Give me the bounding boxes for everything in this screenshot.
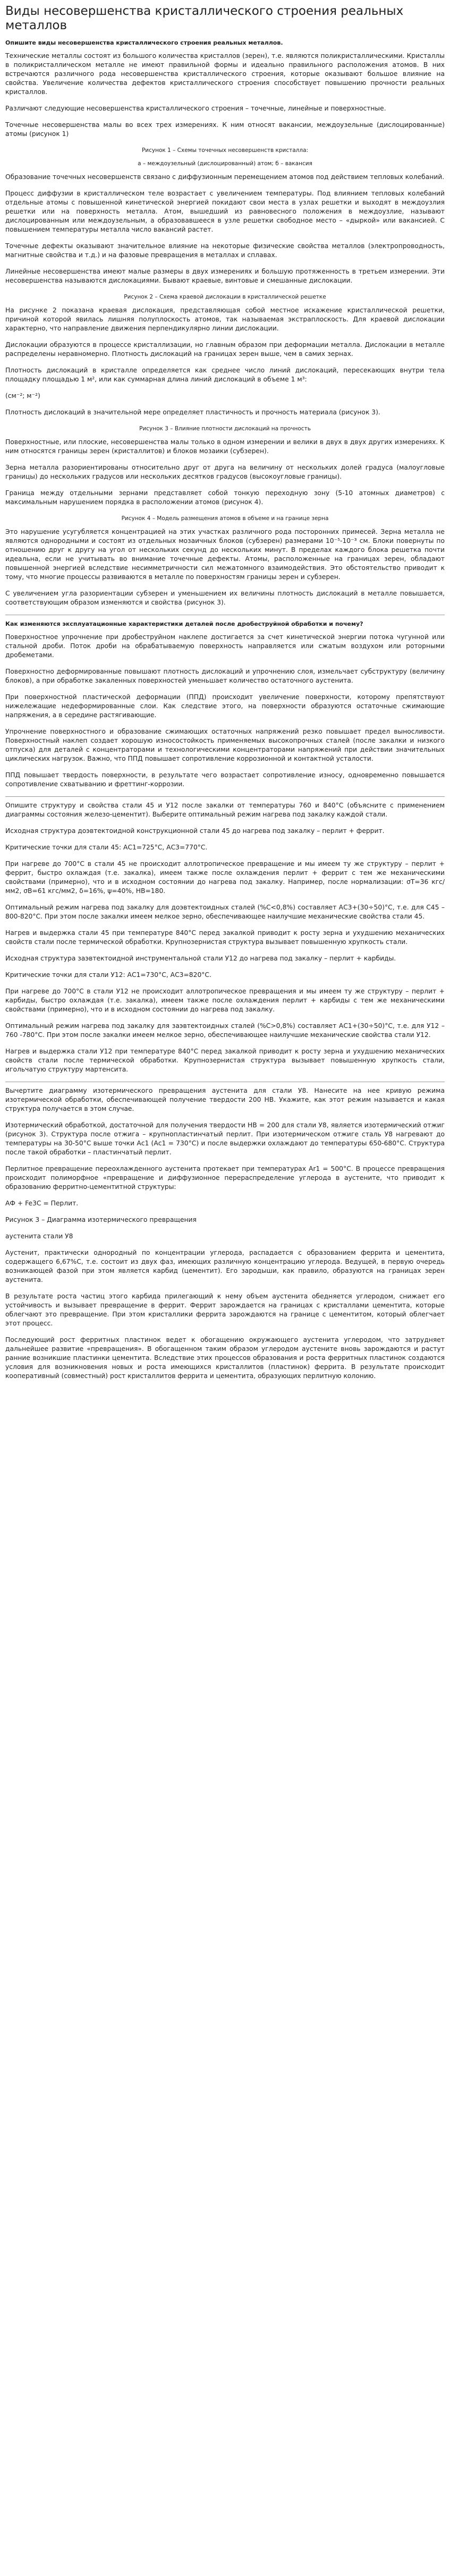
figure-5-subcaption: аустенита стали У8 — [5, 1232, 73, 1240]
paragraph: Различают следующие несовершенства кристаллического строения – точечные, линейные и поверхностные. — [5, 105, 386, 112]
paragraph: Нагрев и выдержка стали У12 при температуре 840°С перед закалкой приводит к росту зерна и ухудшению механических свойств стали после термической обработки. Крупнозернистая структура вызывает повышенную хрупкость стали, игольчатую структуру мартенсита. — [5, 1048, 445, 1073]
figure-2-caption: Рисунок 2 – Схема краевой дислокации в кристаллической решетке — [124, 294, 326, 300]
figure-4-caption: Рисунок 4 – Модель размещения атомов в объеме и на границе зерна — [121, 515, 329, 522]
paragraph: Упрочнение поверхностного и образование сжимающих остаточных напряжений резко повышает предел выносливости. Поверхностный наклеп создает хорошую износостойкость применяемых высокопрочных сталей (после закалки и низкого отпуска) для деталей с концентраторами и технологическими концентраторами напряжений при действии значительных циклических нагрузок. Важно, что ППД повышает сопротивление коррозионной и контактной усталости. — [5, 728, 445, 762]
paragraph: Исходная структура заэвтектоидной инструментальной стали У12 до нагрева под закалку – перлит + карбиды. — [5, 955, 396, 962]
paragraph: Оптимальный режим нагрева под закалку для доэвтектоидных сталей (%С<0,8%) составляет АС3+(30÷50)°С, т.е. для С45 – 800-820°С. При этом после закалки имеем мелкое зерно, обеспечивающее наилучшие механические свойства стали 45. — [5, 904, 445, 920]
paragraph: Граница между отдельными зернами представляет собой тонкую переходную зону (5-10 атомных диаметров) с максимальным нарушением порядка в расположении атомов (рисунок 4). — [5, 489, 445, 506]
paragraph: Исходная структура доэвтектоидной конструкционной стали 45 до нагрева под закалку – перлит + феррит. — [5, 827, 385, 835]
paragraph: Плотность дислокаций в значительной мере определяет пластичность и прочность материала (рисунок 3). — [5, 409, 380, 416]
formula: АФ + Fe3C = Перлит. — [5, 1200, 79, 1207]
paragraph: На рисунке 2 показана краевая дислокация, представляющая собой местное искажение кристаллической решетки, причиной которой явилась лишняя полуплоскость атомов, так называемая экстраплоскость. Для краевой дислокации характерно, что направление движения перпендикулярно линии дислокации. — [5, 307, 445, 332]
paragraph: Поверхностные, или плоские, несовершенства малы только в одном измерении и велики в двух в двух других измерениях. К ним относятся границы зерен (кристаллитов) и блоков мозаики (субзерен). — [5, 438, 445, 455]
paragraph: Аустенит, практически однородный по концентрации углерода, распадается с образованием феррита и цементита, содержащего 6,67%С, т.е. состоит из двух фаз, имеющих различную концентрацию углерода. Ведущей, в первую очередь возникающей фазой при этом является карбид (цементит). Его зародыши, как правило, образуются на границах зерен аустенита. — [5, 1249, 445, 1283]
paragraph: Поверхностно деформированные повышают плотность дислокаций и упрочнению слоя, измельчает субструктуру (величину блоков), а при обработке закаленных поверхностей уменьшает количество остаточного аустенита. — [5, 668, 445, 684]
dislocation-density-unit: (см⁻²; м⁻²) — [5, 392, 40, 399]
paragraph: Линейные несовершенства имеют малые размеры в двух измерениях и большую протяженность в третьем измерении. Эти несовершенства называются дислокациями. Бывают краевые, винтовые и смешанные дислокации. — [5, 268, 445, 284]
figure-5-caption: Рисунок 3 – Диаграмма изотермического превращения — [5, 1216, 197, 1223]
paragraph: Перлитное превращение переохлажденного аустенита протекает при температурах Аr1 = 500°С. В процессе превращения происходит полиморфное «превращение и диффузионное перераспределение углерода в аустените, что приводит к образованию ферритно-цементитной структуры: — [5, 1165, 445, 1191]
paragraph: Точечные несовершенства малы во всех трех измерениях. К ним относят вакансии, междоузельные (дислоцированные) атомы (рисунок 1) — [5, 121, 445, 138]
figure-1-subcaption: а – междоузельный (дислоцированный) атом; б – вакансия — [138, 160, 312, 167]
paragraph: Нагрев и выдержка стали 45 при температуре 840°С перед закалкой приводит к росту зерна и ухудшению механических свойств стали после термической обработки. Крупнозернистая структура вызывает повышенную хрупкость стали. — [5, 929, 445, 946]
paragraph: Дислокации образуются в процессе кристаллизации, но главным образом при деформации металла. Дислокации в металле распределены неравномерно. Плотность дислокаций на границах зерен выше, чем в самих зернах. — [5, 341, 445, 358]
paragraph: Изотермический обработкой, достаточной для получения твердости НВ = 200 для стали У8, является изотермический отжиг (рисунок 3). Структура после отжига – крупнопластинчатый перлит. При изотермическом отжиге сталь У8 нагревают до температуры на 30-50°С выше точки Ас1 (Ас1 = 730°С) и после выдержки охлаждают до температуры 650-680°С. Структура после такой обработки – пластинчатый перлит. — [5, 1121, 445, 1156]
page-title: Виды несовершенства кристаллического строения реальных металлов — [5, 4, 404, 32]
paragraph: Технические металлы состоят из большого количества кристаллов (зерен), т.е. являются поликристаллическими. Кристаллы в поликристаллическом металле не имеют правильной формы и идеально правильного расположения атомов. В них встречаются различного рода несовершенства кристаллического строения, которые оказывают большое влияние на свойства. Увеличение количества дефектов кристаллического строения способствует повышению прочности реальных кристаллов. — [5, 52, 445, 96]
paragraph: Оптимальный режим нагрева под закалку для заэвтектоидных сталей (%С>0,8%) составляет АС1+(30÷50)°С, т.е. для У12 – 760 -780°С. При этом после закалки имеем мелкое зерно, обеспечивающее наилучшие механические свойства стали У12. — [5, 1022, 445, 1039]
paragraph: Плотность дислокаций в кристалле определяется как среднее число линий дислокаций, пересекающих внутри тела площадку площадью 1 м², или как суммарная длина линий дислокаций в объеме 1 м³: — [5, 367, 445, 383]
paragraph: Опишите структуру и свойства стали 45 и У12 после закалки от температуры 760 и 840°С (объясните с применением диаграммы состояния железо-цементит). Выберите оптимальный режим нагрева под закалку каждой стали. — [5, 802, 445, 818]
paragraph: При нагреве до 700°С в стали 45 не происходит аллотропическое превращение и мы имеем ту же структуру – перлит + феррит, быстро охлаждая (т.е. закалка), имеем также после охлаждения перлит + феррит с тем же механическими свойствами (примерно), что и в исходном состоянии до нагрева под закалку. Например, после нормализации: σТ=36 кгс/мм2, σВ=61 кгс/мм2, δ=16%, ψ=40%, НВ=180. — [5, 860, 445, 895]
paragraph: В результате роста частиц этого карбида прилегающий к нему объем аустенита обедняется углеродом, снижает его устойчивость и вызывает превращение в феррит. Феррит зарождается на границах с кристаллами цементита, которые облегчают это превращение. При этом кристаллики феррита зарождаются на границе с цементитом, который облегчает этот процесс. — [5, 1293, 445, 1327]
paragraph: Критические точки для стали У12: АС1=730°С, АС3=820°С. — [5, 971, 211, 979]
paragraph: Процесс диффузии в кристаллическом теле возрастает с увеличением температуры. Под влиянием тепловых колебаний отдельные атомы с повышенной кинетической энергией покидают свои места в узлах решетки и выходят в междоузлия решетки или на поверхность металла. Атом, вышедший из равновесного положения в междоузлие, называют дислоцированным или междоузельным, а образовавшееся в узле решетки свободное место – «дыркой» или вакансией. С повышением температуры металла число вакансий растет. — [5, 190, 445, 233]
figure-3-caption: Рисунок 3 – Влияние плотности дислокаций на прочность — [139, 426, 311, 432]
paragraph: Последующий рост ферритных пластинок ведет к обогащению окружающего аустенита углеродом, что затрудняет дальнейшее развитие «превращения». В обогащенном таким образом углеродом аустените вновь зарождаются и растут ранние возникшие пластинки цементита. Вследствие этих процессов образования и роста ферритных пластинок создаются условия для возникновения новых и роста имеющихся кристаллитов (пластинок) феррита. В результате происходит кооперативный (совместный) рост кристаллитов феррита и цементита, образующих перлитную колонию. — [5, 1336, 445, 1380]
question-2-heading: Как изменяются эксплуатационные характеристики деталей после дробеструйной обработки и почему? — [5, 620, 363, 627]
paragraph: Критические точки для стали 45: АС1=725°С, АС3=770°С. — [5, 844, 208, 851]
figure-1-caption: Рисунок 1 – Схемы точечных несовершенств кристалла: — [141, 147, 309, 154]
question-1-heading: Опишите виды несовершенства кристаллического строения реальных металлов. — [5, 39, 283, 46]
paragraph: Образование точечных несовершенств связано с диффузионным перемещением атомов под действием тепловых колебаний. — [5, 173, 445, 181]
paragraph: Зерна металла разориентированы относительно друг от друга на величину от нескольких долей градуса (малоугловые границы) до нескольких градусов или нескольких десятков градусов (высокоугловые границы). — [5, 464, 445, 480]
paragraph: Вычертите диаграмму изотермического превращения аустенита для стали У8. Нанесите на нее кривую режима изотермической обработки, обеспечивающей получение твердости 200 НВ. Укажите, как этот режим называется и какая структура получается в этом случае. — [5, 1087, 445, 1112]
paragraph: При поверхностной пластической деформации (ППД) происходит увеличение поверхности, которому препятствуют нижележащие недеформированные слои. Как следствие этого, на поверхности образуются остаточные сжимающие напряжения, а в середине растягивающие. — [5, 693, 445, 719]
paragraph: Точечные дефекты оказывают значительное влияние на некоторые физические свойства металлов (электропроводность, магнитные свойства и т.д.) и на фазовые превращения в металлах и сплавах. — [5, 242, 445, 259]
paragraph: При нагреве до 700°С в стали У12 не происходит аллотропическое превращения и мы имеем ту же структуру – перлит + карбиды, быстро охлаждая (т.е. закалка), имеем также после охлаждения перлит + карбиды с тем же механическими свойствами (примерно), что и в исходном состоянии до нагрева под закалку. — [5, 988, 445, 1013]
section-divider — [5, 796, 445, 797]
paragraph: С увеличением угла разориентации субзерен и уменьшением их величины плотность дислокаций в металле повышается, соответствующим образом изменяются и свойства (рисунок 3). — [5, 590, 445, 606]
paragraph: Это нарушение усугубляется концентрацией на этих участках различного рода посторонних примесей. Зерна металла не являются однородными и состоят из отдельных мозаичных блоков (субзерен) размерами 10⁻⁵-10⁻³ см. Блоки повернуты по отношению друг к другу на угол от нескольких секунд до нескольких минут. В пределах каждого блока решетка почти идеальна, если не учитывать во внимание точечные дефекты. Атомы, расположенные на границах зерен, обладают повышенной энергией вследствие несимметричности сил межатомного взаимодействия. Это обстоятельство приводит к тому, что многие процессы развиваются в металле по поверхностям границы зерен и субзерен. — [5, 528, 445, 581]
paragraph: ППД повышает твердость поверхности, в результате чего возрастает сопротивление износу, одновременно повышается сопротивление схватыванию и фреттинг-коррозии. — [5, 771, 445, 788]
paragraph: Поверхностное упрочнение при дробеструйном наклепе достигается за счет кинетической энергии потока чугунной или стальной дроби. Поток дроби на обрабатываемую поверхность направляется или сжатым воздухом или роторными дробеметами. — [5, 633, 445, 659]
